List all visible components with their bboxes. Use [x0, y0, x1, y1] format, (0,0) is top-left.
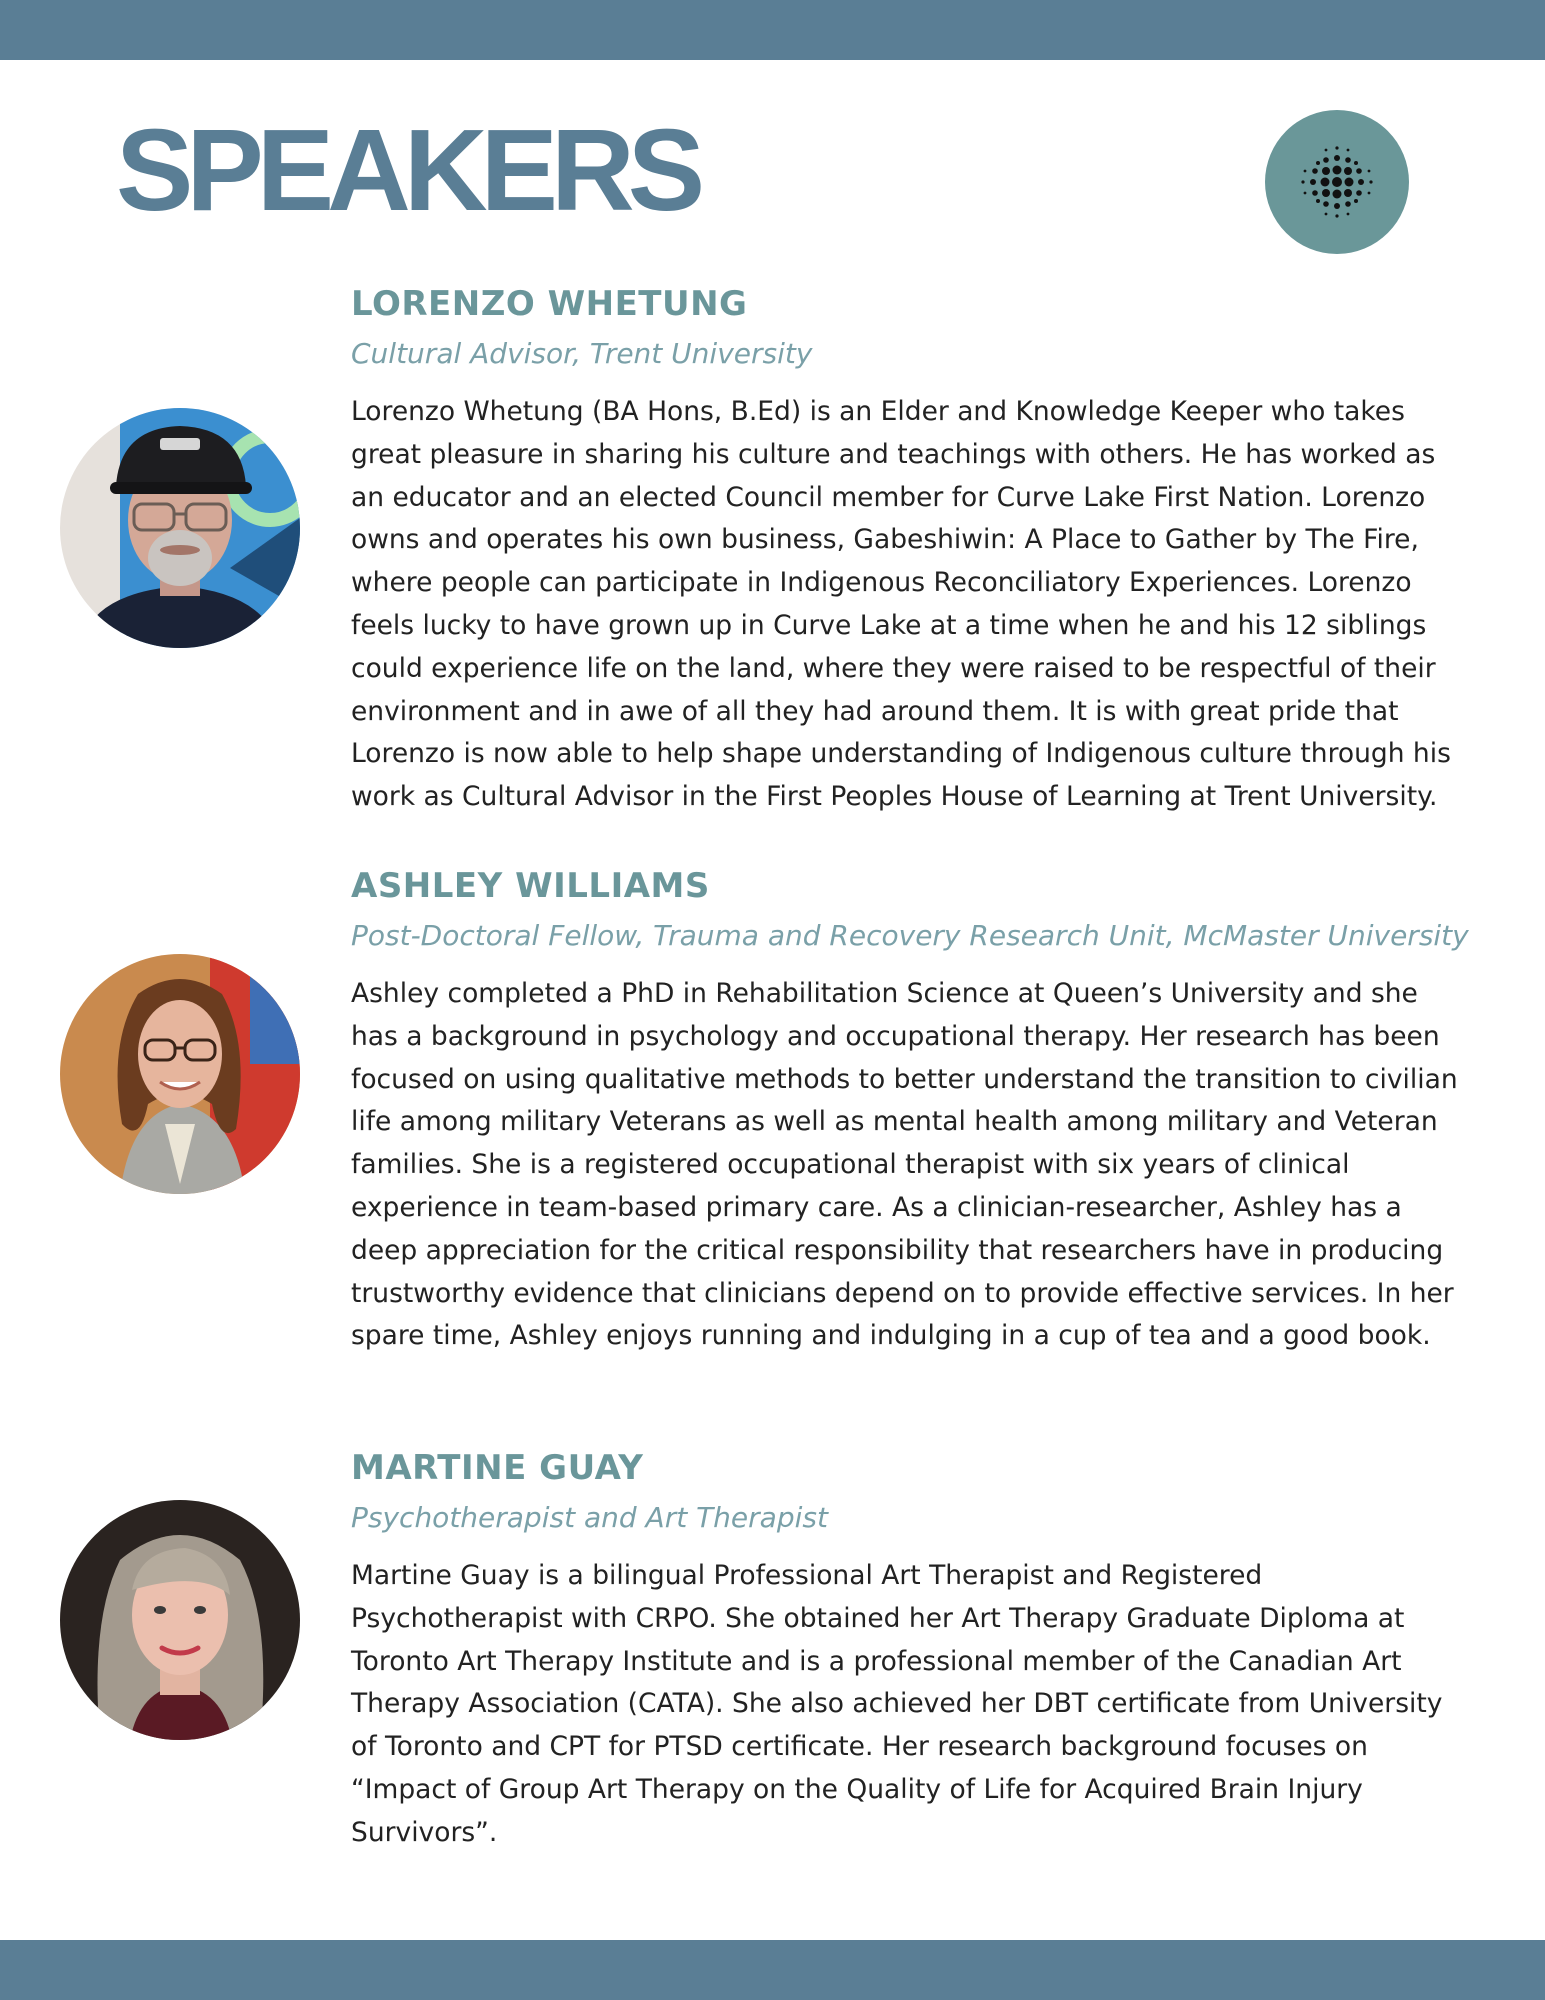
speaker-photo	[60, 408, 300, 648]
speaker-photo	[60, 1500, 300, 1740]
speaker-bio: Ashley completed a PhD in Rehabilitation Science at Queen’s University and she has a background in psychology and occupational therapy. Her research has been focused on using qualitative methods to better understand the transition to civilian life among military Veterans as well as mental health among military and Veteran families. She is a registered occupational therapist with six years of clinical experience in team-based primary care. As a clinician-researcher, Ashley has a deep appreciation for the critical responsibility that researchers have in producing trustworthy evidence that clinicians depend on to provide effective services. In her spare time, Ashley enjoys running and indulging in a cup of tea and a good book.	[351, 978, 1458, 1352]
speaker-role: Post-Doctoral Fellow, Trauma and Recovery Research Unit, McMaster University	[351, 919, 1469, 952]
logo	[1265, 110, 1409, 254]
portrait-photo	[60, 954, 300, 1194]
bottom-band	[0, 1940, 1545, 2000]
speaker-role: Psychotherapist and Art Therapist	[351, 1501, 828, 1534]
speaker-role: Cultural Advisor, Trent University	[351, 337, 813, 370]
speaker-name: ASHLEY WILLIAMS	[351, 866, 710, 906]
speaker-bio: Lorenzo Whetung (BA Hons, B.Ed) is an Elder and Knowledge Keeper who takes great pleasure in sharing his culture and teachings with others. He has worked as an educator and an elected Council member for Curve Lake First Nation. Lorenzo owns and operates his own business, Gabeshiwin: A Place to Gather by The Fire, where people can participate in Indigenous Reconciliatory Experiences. Lorenzo feels lucky to have grown up in Curve Lake at a time when he and his 12 siblings could experience life on the land, where they were raised to be respectful of their environment and in awe of all they had around them. It is with great pride that Lorenzo is now able to help shape understanding of Indigenous culture through his work as Cultural Advisor in the First Peoples House of Learning at Trent University.	[351, 396, 1451, 813]
portrait-photo	[60, 1500, 300, 1740]
speaker-photo	[60, 954, 300, 1194]
speaker-name: LORENZO WHETUNG	[351, 284, 748, 324]
top-band	[0, 0, 1545, 60]
speaker-name: MARTINE GUAY	[351, 1448, 644, 1488]
speaker-bio: Martine Guay is a bilingual Professional Art Therapist and Registered Psychotherapist with CRPO. She obtained her Art Therapy Graduate Diploma at Toronto Art Therapy Institute and is a professional member of the Canadian Art Therapy Association (CATA). She also achieved her DBT certificate from University of Toronto and CPT for PTSD certificate. Her research background focuses on “Impact of Group Art Therapy on the Quality of Life for Acquired Brain Injury Survivors”.	[351, 1560, 1443, 1848]
portrait-photo	[60, 408, 300, 648]
dot-halftone-icon	[1265, 110, 1409, 254]
page-title: SPEAKERS	[116, 105, 699, 235]
